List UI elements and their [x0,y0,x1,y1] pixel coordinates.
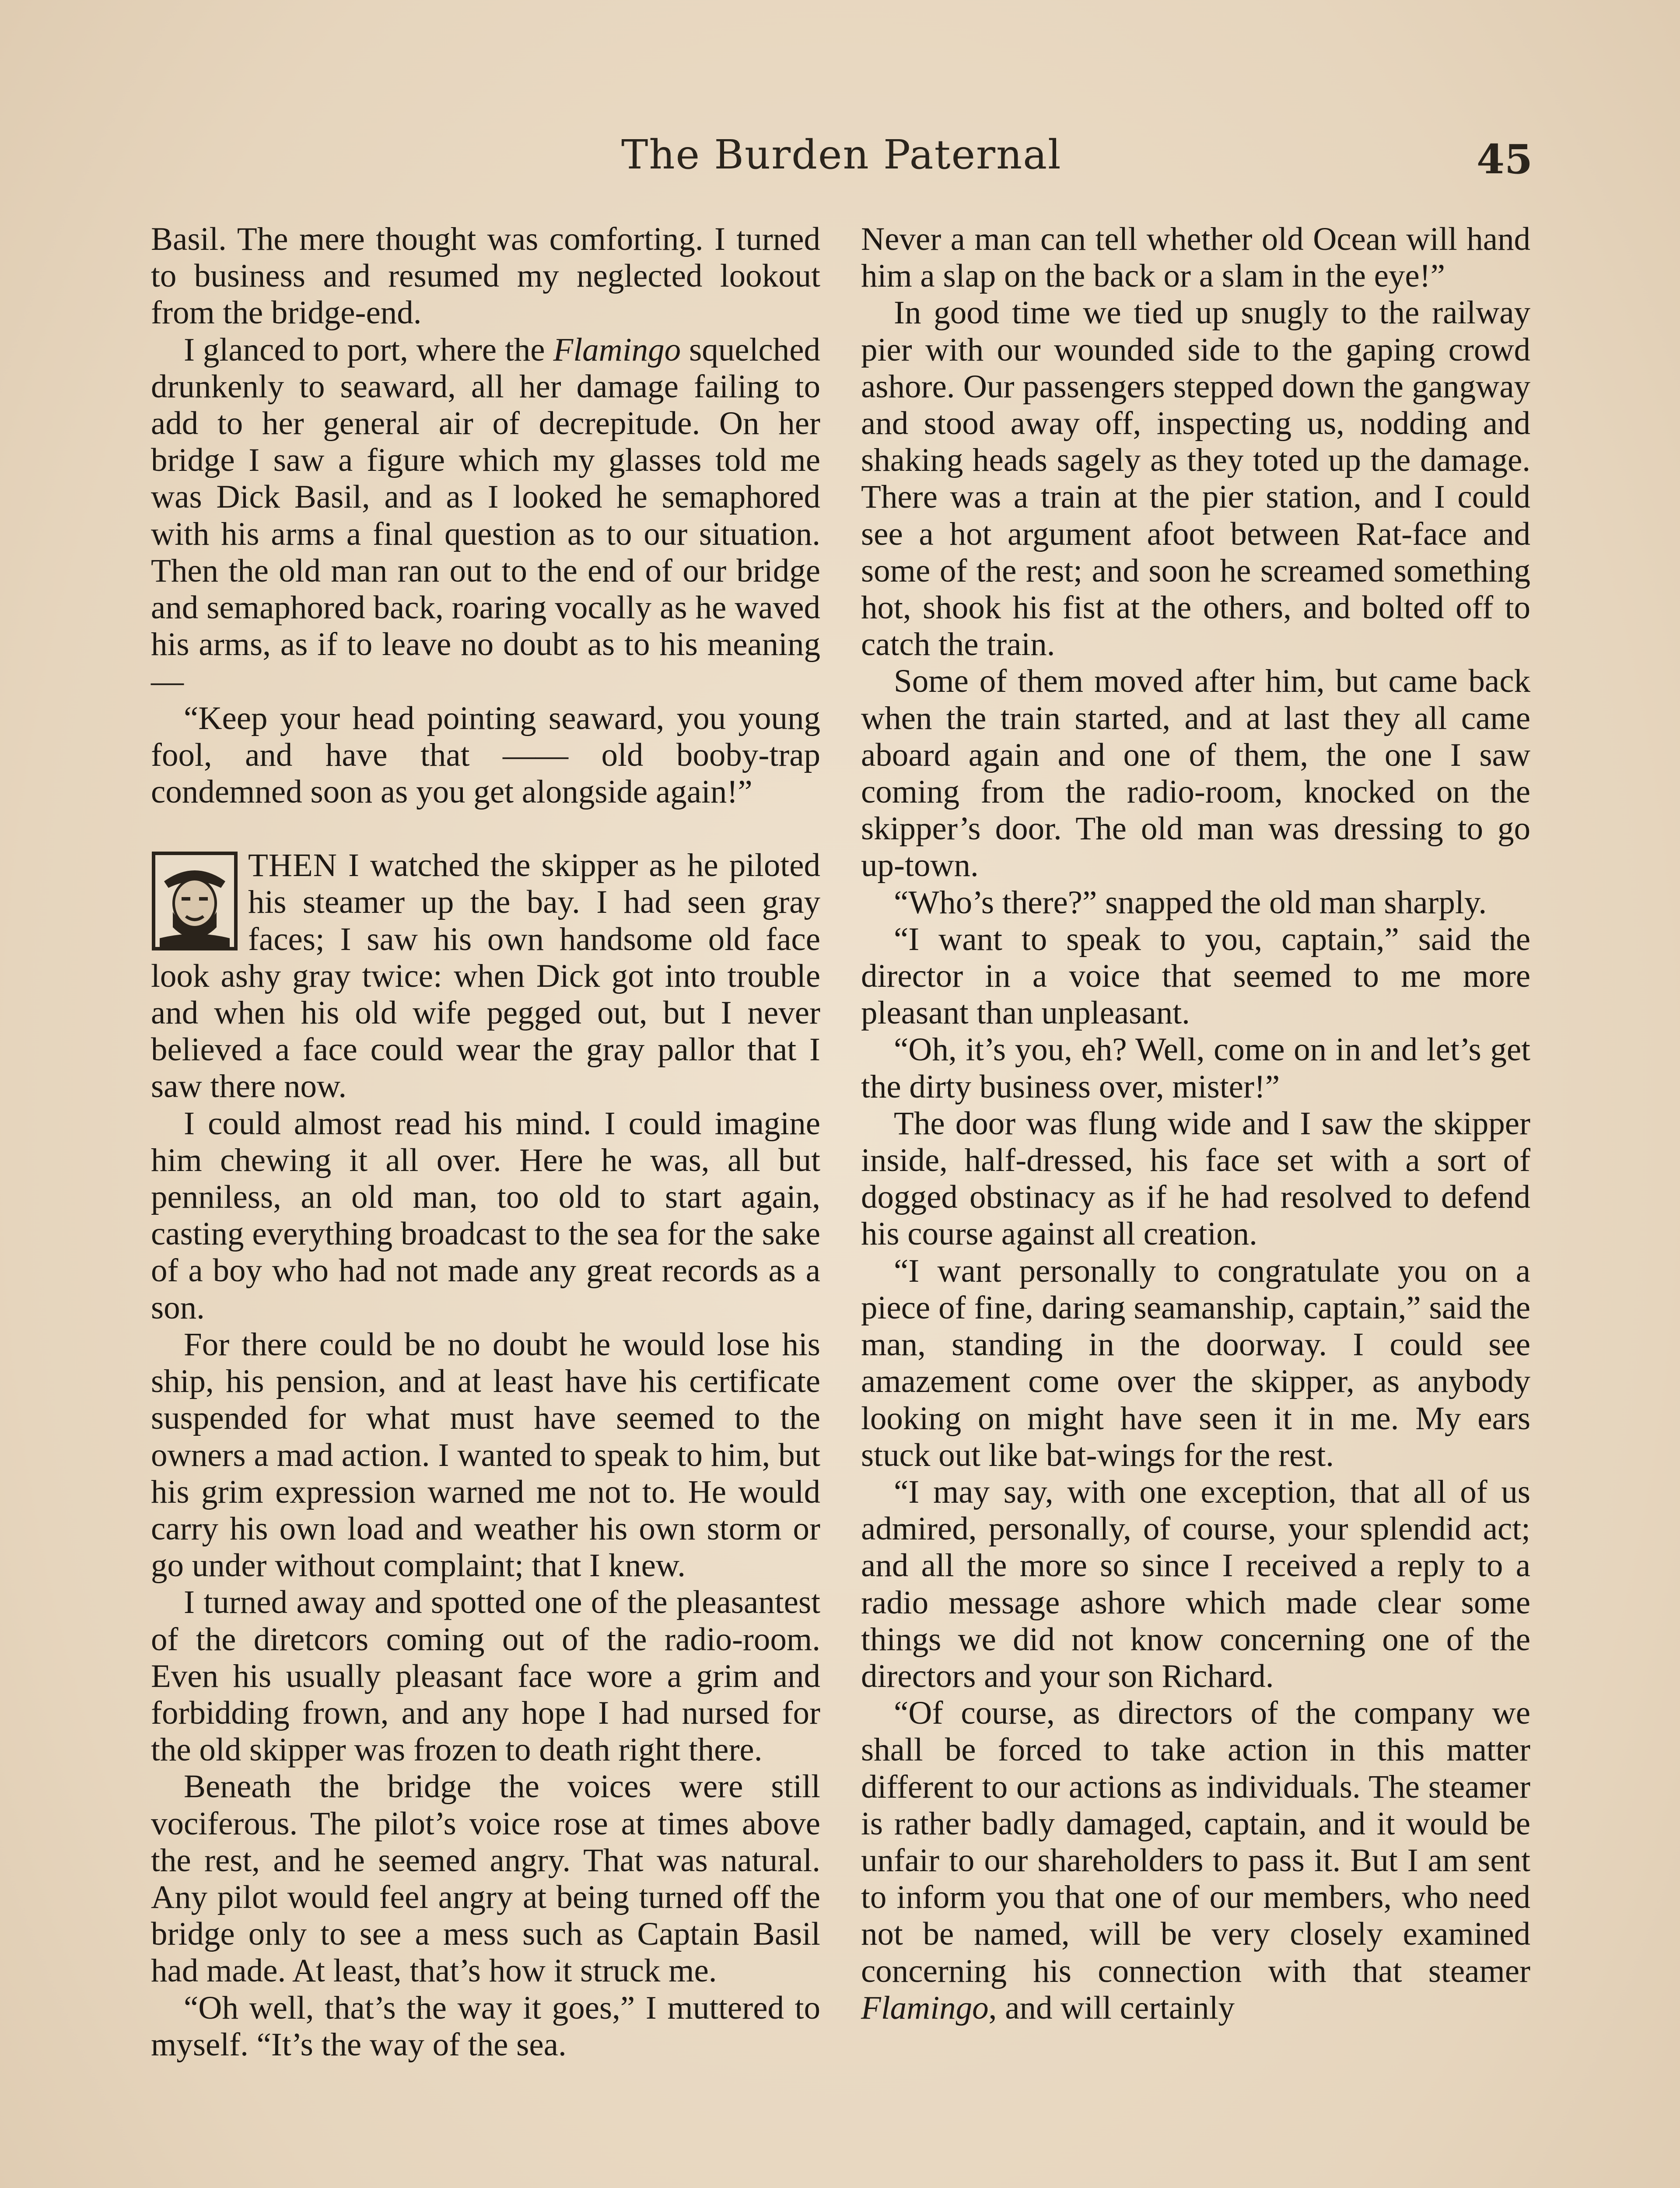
section-break [151,810,820,847]
running-title: The Burden Paternal [621,131,1062,178]
paragraph: The door was flung wide and I saw the skipper inside, half-dressed, his face set with a sort of dogged obstinacy as if he had resolved to defend his course against all creation. [861,1105,1530,1252]
right-column [861,221,1530,2027]
paragraph: “I want to speak to you, captain,” said the director in a voice that seemed to me more pleasant than unpleasant. [861,921,1530,1031]
paragraph: “Oh, it’s you, eh? Well, come on in and let’s get the dirty business over, mister!” [861,1031,1530,1105]
paragraph: “Oh well, that’s the way it goes,” I muttered to myself. “It’s the way of the sea. [151,1989,820,2063]
paragraph: “Keep your head pointing seaward, you young fool, and have that —— old booby-trap condemned soon as you get alongside again!” [151,700,820,810]
paragraph: Some of them moved after him, but came back when the train started, and at last they all came aboard again and one of them, the one I saw coming from the radio-room, knocked on the skipper’s door. The old man was dressing to go up-town. [861,663,1530,884]
paragraph: Beneath the bridge the voices were still vociferous. The pilot’s voice rose at times above the rest, and he seemed angry. That was natural. Any pilot would feel angry at being turned off the bridge only to see a mess such as Captain Basil had made. At least, that’s how it struck me. [151,1768,820,1989]
paragraph: I could almost read his mind. I could imagine him chewing it all over. Here he was, all but penniless, an old man, too old to start again, casting everything broadcast to the sea for the sake of a boy who had not made any great records as a son. [151,1105,820,1326]
paragraph: I turned away and spotted one of the pleasantest of the diretcors coming out of the radio-room. Even his usually pleasant face wore a grim and forbidding frown, and any hope I had nursed for the old skipper was frozen to death right there. [151,1584,820,1768]
paragraph: I glanced to port, where the Flamingo squelched drunkenly to seaward, all her damage failing to add to her general air of decrepitude. On her bridge I saw a figure which my glasses told me was Dick Basil, and as I looked he semaphored with his arms a final question as to our situation. Then the old man ran out to the end of our bridge and semaphored back, roaring vocally as he waved his arms, as if to leave no doubt as to his meaning— [151,331,821,700]
paragraph: Basil. The mere thought was comforting. I turned to business and resumed my neglected lookout from the bridge-end. [151,221,820,331]
paragraph: THEN I watched the skipper as he piloted his steamer up the bay. I had seen gray faces; I saw his own handsome old face look ashy gray twice: when Dick got into trouble and when his old wife pegged out, but I never believed a face could wear the gray pallor that I saw there now. [151,847,820,1105]
paragraph: For there could be no doubt he would lose his ship, his pension, and at least have his certificate suspended for what must have seemed to the owners a mad action. I wanted to speak to him, but his grim expression warned me not to. He would carry his own load and weather his own storm or go under without complaint; that I knew. [151,1326,820,1584]
paragraph: Never a man can tell whether old Ocean will hand him a slap on the back or a slam in the eye!” [861,221,1530,295]
paragraph: “Who’s there?” snapped the old man sharply. [894,884,1487,921]
page-number: 45 [1477,136,1533,183]
ship-name: Flamingo [553,331,681,368]
page-header [0,123,1680,193]
paragraph: “Of course, as directors of the company we shall be forced to take action in this matter different to our actions as individuals. The steamer is rather badly damaged, captain, and it would be unfair to our shareholders to pass it. But I am sent to inform you that one of our members, who need not be named, will be very closely examined concerning his connection with that steamer Flamingo, and will certainly [861,1695,1530,2026]
paragraph: In good time we tied up snugly to the railway pier with our wounded side to the gaping crowd ashore. Our passengers stepped down the gangway and stood away off, inspecting us, nodding and shaking heads sagely as they toted up the damage. There was a train at the pier station, and I could see a hot argument afoot between Rat-face and some of the rest; and soon he screamed something hot, shook his fist at the others, and bolted off to catch the train. [861,295,1530,663]
left-column [151,221,820,2063]
paragraph: “I may say, with one exception, that all of us admired, personally, of course, your splendid act; and all the more so since I received a reply to a radio message ashore which made clear some things we did not know concerning one of the directors and your son Richard. [861,1473,1530,1694]
ship-name: Flamingo [861,1989,989,2026]
sailor-portrait-icon [151,851,238,951]
paragraph: “I want personally to congratulate you on a piece of fine, daring seamanship, captain,” said the man, standing in the doorway. I could see amazement come over the skipper, as anybody looking on might have seen it in me. My ears stuck out like bat-wings for the rest. [861,1252,1530,1473]
section-opening [151,847,820,1105]
